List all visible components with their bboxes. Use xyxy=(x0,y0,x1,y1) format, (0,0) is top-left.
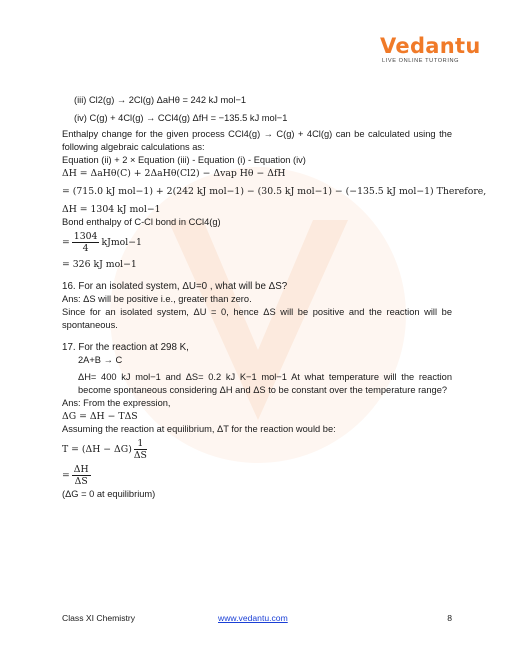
result-denominator: ΔS xyxy=(74,475,88,487)
delta-h-substitution: = (715.0 kJ mol−1) + 2(242 kJ mol−1) − (30.5 kJ mol−1) − (−135.5 kJ mol−1) Therefore, xyxy=(62,186,487,197)
result-fraction xyxy=(72,464,91,487)
answer-16-explanation: Since for an isolated system, ΔU = 0, hence ΔS will be positive and the reaction will be spontaneous. xyxy=(62,307,452,330)
question-17-text: ΔH= 400 kJ mol−1 and ΔS= 0.2 kJ K−1 mol−1 At what temperature will the reaction become spontaneous considering ΔH and ΔS to be constant over the temperature range? xyxy=(78,372,452,395)
answer-16: Ans: ΔS will be positive i.e., greater than zero. xyxy=(62,294,252,304)
equation-iv: (iv) C(g) + 4Cl(g) → CCl4(g) ΔfH = −135.5 kJ mol−1 xyxy=(74,113,288,123)
answer-17-assumption: Assuming the reaction at equilibrium, ΔT for the reaction would be: xyxy=(62,424,336,434)
result-prefix: = xyxy=(62,469,70,481)
solution-text xyxy=(62,94,487,501)
temperature-numerator: 1 xyxy=(134,438,147,450)
temperature-denominator: ΔS xyxy=(133,449,147,461)
logo-tagline: LIVE ONLINE TUTORING xyxy=(382,58,460,64)
fraction-unit: kJmol−1 xyxy=(101,236,142,248)
logo-wordmark: Vedantu xyxy=(380,34,481,58)
temperature-expression xyxy=(62,436,452,462)
result-numerator: ΔH xyxy=(73,463,89,475)
delta-h-result: ΔH = 1304 kJ mol−1 xyxy=(62,204,161,215)
answer-17: Ans: From the expression, xyxy=(62,398,171,408)
footer-subject: Class XI Chemistry xyxy=(62,613,136,623)
bond-enthalpy-fraction xyxy=(62,229,452,255)
enthalpy-change-text: Enthalpy change for the given process CCl4(g) → C(g) + 4Cl(g) can be calculated using the following algebraic calculations as: xyxy=(62,129,452,152)
fraction-numerator: 1304 xyxy=(73,230,98,242)
fraction-prefix: = xyxy=(62,236,70,248)
fraction xyxy=(72,231,100,254)
algebraic-combination: Equation (ii) + 2 × Equation (iii) - Equation (i) - Equation (iv) xyxy=(62,155,306,165)
page-number: 8 xyxy=(447,613,452,623)
gibbs-equation: ΔG = ΔH − TΔS xyxy=(62,411,138,422)
bond-enthalpy-heading: Bond enthalpy of C-Cl bond in CCl4(g) xyxy=(62,217,221,227)
question-17-reaction: 2A+B → C xyxy=(78,355,123,365)
question-17: 17. For the reaction at 298 K, xyxy=(62,342,189,353)
vedantu-logo[interactable] xyxy=(380,34,481,64)
equilibrium-note: (ΔG = 0 at equilibrium) xyxy=(62,489,156,499)
temperature-fraction xyxy=(134,438,147,461)
question-16: 16. For an isolated system, ΔU=0 , what will be ΔS? xyxy=(62,281,288,292)
footer-website-link[interactable]: www.vedantu.com xyxy=(218,613,288,623)
bond-enthalpy-result: = 326 kJ mol−1 xyxy=(62,259,137,270)
temperature-prefix: T = (ΔH − ΔG) xyxy=(62,443,132,455)
equation-iii: (iii) Cl2(g) → 2Cl(g) ΔaHθ = 242 kJ mol−1 xyxy=(74,95,247,105)
delta-h-expression: ΔH = ΔaHθ(C) + 2ΔaHθ(Cl2) − Δvap Hθ − ΔfH xyxy=(62,168,286,179)
fraction-denominator: 4 xyxy=(82,242,89,254)
temperature-result xyxy=(62,462,452,488)
